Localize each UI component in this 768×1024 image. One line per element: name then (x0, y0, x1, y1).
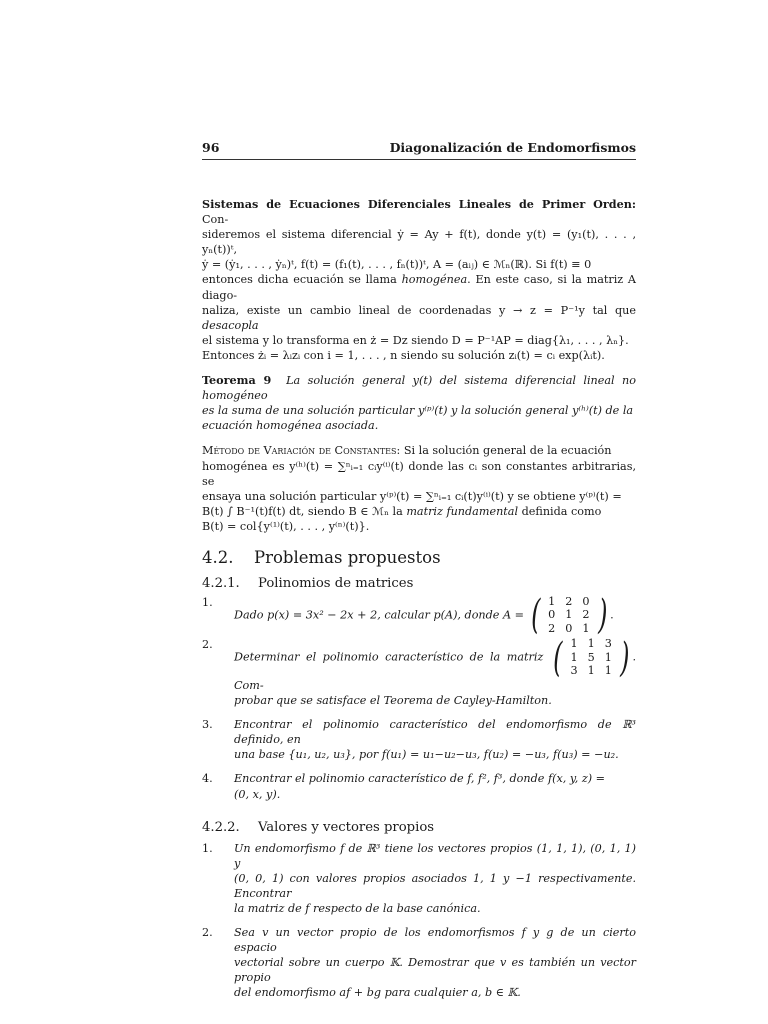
subsection-heading-2: 4.2.2. Valores y vectores propios (202, 819, 435, 835)
variation-paragraph (202, 443, 636, 534)
ode-line-2: sideremos el sistema diferencial ẏ = Ay + f(t), donde y(t) = (y₁(t), . . . , yₙ(t))ᵗ, (202, 228, 636, 257)
page-number: 96 (202, 140, 220, 155)
running-header (202, 140, 636, 160)
ode-line-3: ẏ = (ẏ₁, . . . , ẏₙ)ᵗ, f(t) = (f₁(t), . . . , fₙ(t))ᵗ, A = (aᵢⱼ) ∈ ℳₙ(ℝ). Si f(t) ≡ 0 (202, 258, 592, 272)
variation-line-4: B(t) ∫ B⁻¹(t)f(t) dt, siendo B ∈ ℳₙ la matriz fundamental definida como (202, 504, 602, 518)
problem-4-2-1-2: 2. Determinar el polinomio característico de la matriz ( 1 1 3 1 5 1 3 1 1 ) . Com- probar que se satisface el Teorema de Cayley-Hamilton. (202, 634, 636, 708)
problem-4-2-2-2: 2. Sea v un vector propio de los endomorfismos f y g de un cierto espacio vectorial sobre un cuerpo 𝕂. Demostrar que v es también un vector propio del endomorfismo af + bg para cualquier a, b ∈ 𝕂. (202, 926, 636, 1000)
theorem-line-1: Teorema 9 La solución general y(t) del sistema diferencial lineal no homogéneo (202, 373, 636, 403)
ode-paragraph (202, 197, 636, 363)
ode-line-1: Sistemas de Ecuaciones Diferenciales Lineales de Primer Orden: Con- (202, 197, 636, 227)
theorem-line-3: ecuación homogénea asociada. (202, 419, 379, 433)
problem-4-2-2-1: 1. Un endomorfismo f de ℝ³ tiene los vectores propios (1, 1, 1), (0, 1, 1) y (0, 0, 1) con valores propios asociados 1, 1 y −1 respectivamente. Encontrar la matriz de f respecto de la base canónica. (202, 841, 636, 915)
problem-4-2-1-3: 3. Encontrar el polinomio característico del endomorfismo de ℝ³ definido, en una base {u₁, u₂, u₃}, por f(u₁) = u₁−u₂−u₃, f(u₂) = −u₃, f(u₃) = −u₂. (202, 718, 636, 762)
section-heading: 4.2. Problemas propuestos (202, 547, 441, 567)
variation-line-2: homogénea es y⁽ʰ⁾(t) = ∑ⁿᵢ₌₁ cᵢy⁽ⁱ⁾(t) donde las cᵢ son constantes arbitrarias, se (202, 459, 636, 488)
ode-line-5: naliza, existe un cambio lineal de coordenadas y → z = P⁻¹y tal que desacopla (202, 303, 636, 332)
subsection-heading-1: 4.2.1. Polinomios de matrices (202, 575, 414, 591)
theorem-line-2: es la suma de una solución particular y⁽ᵖ⁾(t) y la solución general y⁽ʰ⁾(t) de la (202, 404, 634, 418)
ode-line-7: Entonces żᵢ = λᵢzᵢ con i = 1, . . . , n siendo su solución zᵢ(t) = cᵢ exp(λᵢt). (202, 348, 605, 362)
variation-line-3: ensaya una solución particular y⁽ᵖ⁾(t) = ∑ⁿᵢ₌₁ cᵢ(t)y⁽ⁱ⁾(t) y se obtiene y⁽ᵖ⁾(t) = (202, 489, 622, 503)
matrix-a: ( 1 2 0 0 1 2 2 0 1 ) (530, 592, 608, 639)
variation-line-1: Método de Variación de Constantes: Si la solución general de la ecuación (202, 444, 612, 458)
problem-4-2-1-4: 4. Encontrar el polinomio característico de f, f², f³, donde f(x, y, z) = (0, x, y). (202, 772, 606, 801)
page-content (202, 140, 636, 1001)
ode-line-4: entonces dicha ecuación se llama homogénea. En este caso, si la matriz A diago- (202, 273, 637, 302)
chapter-title: Diagonalización de Endomorfismos (389, 140, 636, 155)
matrix-b: ( 1 1 3 1 5 1 3 1 1 ) (552, 634, 630, 681)
theorem-9 (202, 373, 636, 433)
ode-line-6: el sistema y lo transforma en ż = Dz siendo D = P⁻¹AP = diag{λ₁, . . . , λₙ}. (202, 333, 629, 347)
variation-line-5: B(t) = col{y⁽¹⁾(t), . . . , y⁽ⁿ⁾(t)}. (202, 519, 370, 533)
problem-4-2-1-1: 1. Dado p(x) = 3x² − 2x + 2, calcular p(A), donde A = ( 1 2 0 0 1 2 2 0 1 ) . (202, 592, 614, 639)
